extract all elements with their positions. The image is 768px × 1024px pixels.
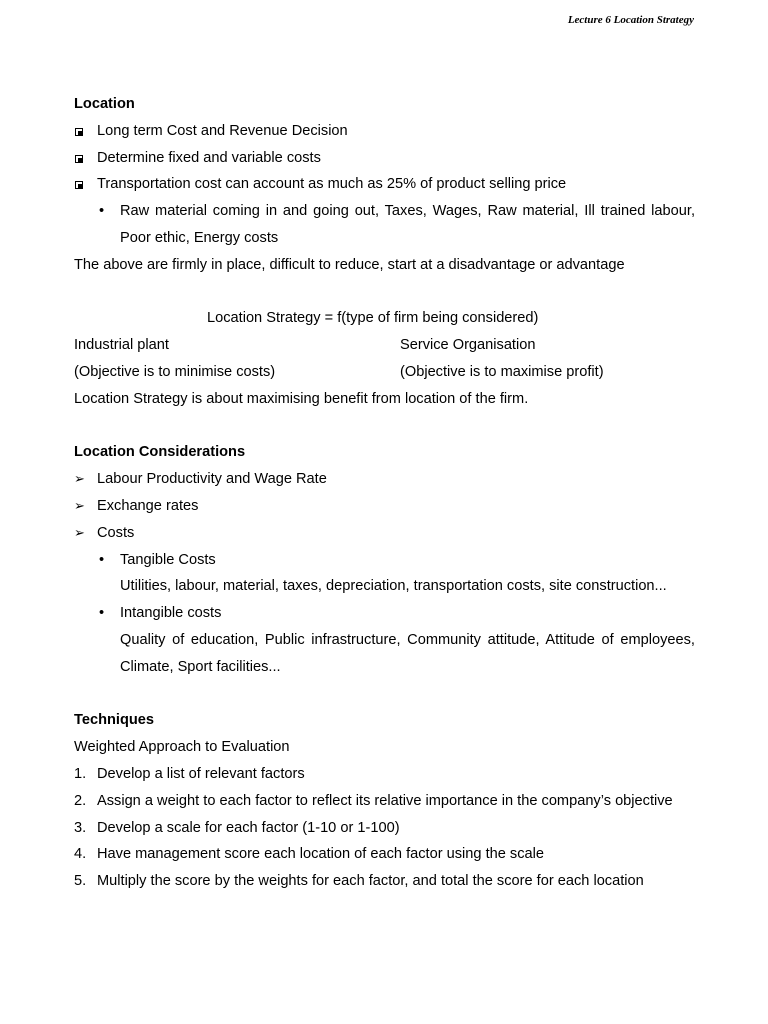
location-summary: The above are firmly in place, difficult to reduce, start at a disadvantage or advantage <box>74 256 625 273</box>
techniques-subheading: Weighted Approach to Evaluation <box>74 739 290 756</box>
service-objective: (Objective is to maximise profit) <box>400 363 604 380</box>
location-heading: Location <box>74 96 135 112</box>
intangible-costs-text: Quality of education, Public infrastructure, Community attitude, Attitude of employees, Climate, Sport facilities... <box>120 631 695 675</box>
arrow-bullet-icon: ➢ <box>74 471 85 487</box>
consideration-item: ➢ Costs <box>74 520 695 547</box>
technique-step: 3. Develop a scale for each factor (1-10 or 1-100) <box>74 819 400 836</box>
tangible-costs-text: Utilities, labour, material, taxes, depreciation, transportation costs, site construction... <box>120 578 667 595</box>
techniques-heading: Techniques <box>74 712 155 729</box>
square-bullet-icon <box>75 155 83 163</box>
industrial-plant-label: Industrial plant <box>74 337 169 354</box>
service-organisation-label: Service Organisation <box>400 337 536 354</box>
arrow-bullet-icon: ➢ <box>74 497 85 513</box>
firm-type-row <box>74 332 695 359</box>
technique-step: 1. Develop a list of relevant factors <box>74 765 305 782</box>
location-sub-bullet: • Raw material coming in and going out, Taxes, Wages, Raw material, Ill trained labour, Poor ethic, Energy costs <box>74 198 695 252</box>
technique-step: 2. Assign a weight to each factor to reflect its relative importance in the company’s objective <box>74 792 673 809</box>
objective-row <box>74 359 695 386</box>
square-bullet-icon <box>75 181 83 189</box>
technique-step: 4. Have management score each location of each factor using the scale <box>74 846 544 863</box>
location-formula: Location Strategy = f(type of firm being considered) <box>207 310 539 327</box>
square-bullet-icon <box>75 128 83 136</box>
round-bullet-icon: • <box>99 605 105 622</box>
tangible-costs-label: • Tangible Costs <box>74 547 695 574</box>
location-bullet: Long term Cost and Revenue Decision <box>74 118 695 145</box>
page-header: Lecture 6 Location Strategy <box>567 14 694 26</box>
location-bullet: Determine fixed and variable costs <box>74 145 695 172</box>
round-bullet-icon: • <box>99 551 105 568</box>
consideration-item: ➢ Exchange rates <box>74 493 695 520</box>
intangible-costs-label: • Intangible costs <box>74 600 695 627</box>
round-bullet-icon: • <box>99 203 105 220</box>
industrial-objective: (Objective is to minimise costs) <box>74 363 276 380</box>
location-bullet: Transportation cost can account as much as 25% of product selling price <box>74 171 695 198</box>
technique-step: 5. Multiply the score by the weights for each factor, and total the score for each location <box>74 873 644 890</box>
arrow-bullet-icon: ➢ <box>74 524 85 540</box>
consideration-item: ➢ Labour Productivity and Wage Rate <box>74 466 695 493</box>
document-body <box>74 91 695 895</box>
location-conclusion: Location Strategy is about maximising benefit from location of the firm. <box>74 390 529 407</box>
considerations-heading: Location Considerations <box>74 444 246 461</box>
